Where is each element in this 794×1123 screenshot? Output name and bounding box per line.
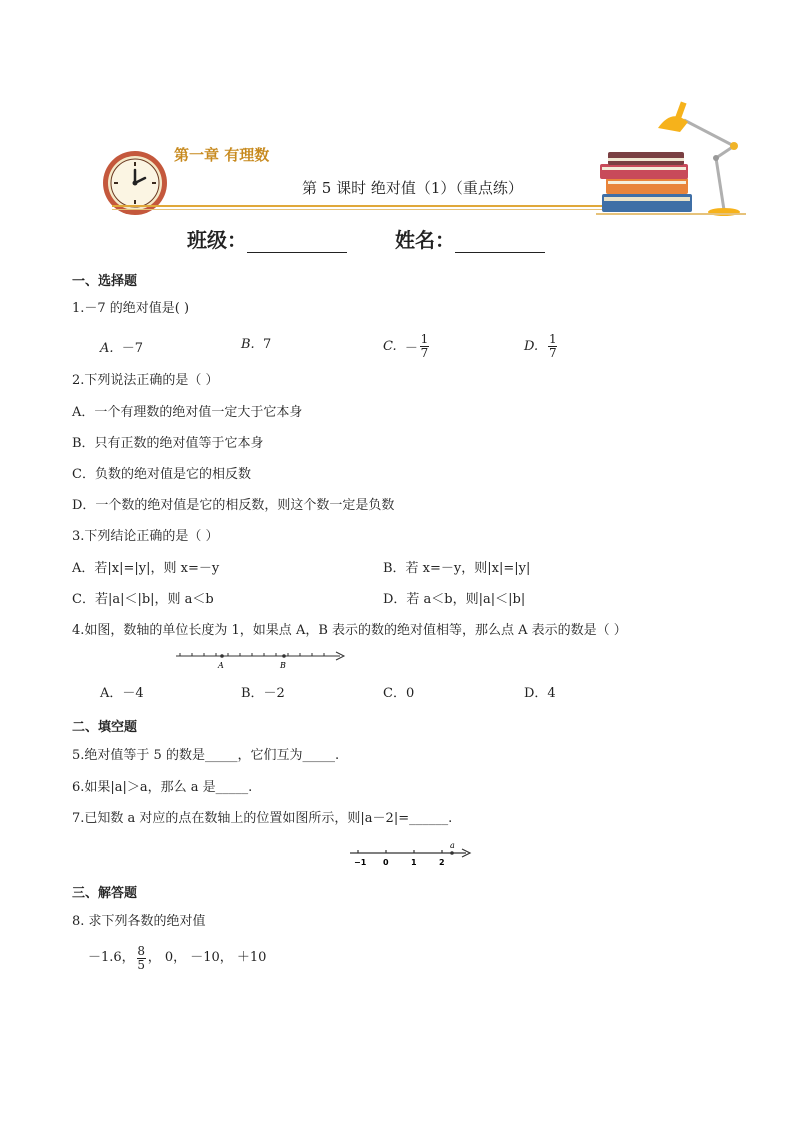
tick-label: 2: [439, 858, 445, 867]
question-8-numbers: [88, 938, 266, 978]
lesson-title: 第 5 课时 绝对值（1）（重点练）: [302, 179, 523, 197]
denominator: 5: [137, 957, 145, 972]
class-field: [187, 224, 347, 253]
numerator: 1: [549, 331, 557, 346]
fraction: [420, 333, 429, 360]
question-2-stem: 2.下列说法正确的是（ ）: [72, 373, 219, 388]
q4-option-c[interactable]: C．0: [383, 686, 415, 701]
name-field: [395, 224, 545, 253]
option-letter: C.: [383, 338, 397, 354]
class-input[interactable]: [247, 234, 347, 253]
option-value: －7: [121, 341, 144, 356]
books-lamp-icon: [596, 98, 746, 220]
q4-option-a[interactable]: A．－4: [100, 686, 144, 701]
fraction: [137, 945, 146, 972]
name-input[interactable]: [455, 234, 545, 253]
q2-option-d[interactable]: D．一个数的绝对值是它的相反数，则这个数一定是负数: [72, 498, 395, 513]
q4-option-b[interactable]: B．－2: [241, 686, 285, 701]
question-8-stem: 8. 求下列各数的绝对值: [72, 914, 206, 929]
clock-icon: [100, 148, 170, 218]
q2-option-b[interactable]: B．只有正数的绝对值等于它本身: [72, 436, 264, 451]
option-letter: A.: [100, 341, 114, 356]
section-fill-blank: 二、填空题: [72, 720, 138, 735]
numerator: 8: [137, 943, 145, 958]
name-label: 姓名：: [395, 228, 455, 252]
q3-option-d[interactable]: D．若 a＜b，则|a|＜|b|: [383, 592, 526, 607]
numerator: 1: [420, 331, 429, 346]
q2-option-c[interactable]: C．负数的绝对值是它的相反数: [72, 467, 251, 482]
option-letter: B.: [241, 337, 255, 352]
denominator: 7: [549, 345, 557, 360]
q1-option-b[interactable]: [241, 337, 271, 352]
q3-option-c[interactable]: C．若|a|＜|b|，则 a＜b: [72, 592, 214, 607]
question-7: 7.已知数 a 对应的点在数轴上的位置如图所示，则|a－2|=______.: [72, 811, 453, 826]
q3-option-b[interactable]: B．若 x=－y，则|x|=|y|: [383, 561, 531, 576]
q1-option-d[interactable]: [524, 326, 559, 366]
number-item: －1.6，: [88, 950, 135, 965]
section-multiple-choice: 一、选择题: [72, 274, 138, 289]
chapter-title: 第一章 有理数: [174, 146, 270, 164]
header-rule-thin: [112, 209, 612, 210]
question-3-stem: 3.下列结论正确的是（ ）: [72, 529, 219, 544]
denominator: 7: [420, 345, 429, 360]
question-4-stem: 4.如图，数轴的单位长度为 1，如果点 A，B 表示的数的绝对值相等，那么点 A 表示的数是（ ）: [72, 623, 627, 638]
q4-number-line: [172, 646, 348, 672]
question-1-stem: 1.－7 的绝对值是( ): [72, 301, 190, 316]
fraction: [548, 333, 557, 360]
tick-label: 0: [383, 858, 389, 867]
q1-option-a[interactable]: [100, 337, 143, 356]
option-value: 7: [262, 337, 272, 352]
point-a-label: a: [450, 841, 455, 850]
header-rule: [112, 205, 612, 207]
question-5: 5.绝对值等于 5 的数是_____，它们互为_____.: [72, 748, 340, 763]
q4-option-d[interactable]: D．4: [524, 686, 556, 701]
option-letter: D.: [524, 338, 539, 354]
tick-label: 1: [411, 858, 417, 867]
q2-option-a[interactable]: A．一个有理数的绝对值一定大于它本身: [72, 405, 303, 420]
q7-number-line: [346, 840, 472, 868]
question-6: 6.如果|a|＞a，那么 a 是_____.: [72, 780, 253, 795]
option-sign: －: [404, 340, 418, 356]
class-label: 班级：: [187, 228, 247, 252]
q3-option-a[interactable]: A．若|x|=|y|，则 x=－y: [72, 561, 220, 576]
q1-option-c[interactable]: [383, 326, 431, 366]
section-solve: 三、解答题: [72, 886, 138, 901]
tick-label: −1: [354, 858, 367, 867]
number-item: ， 0， －10， ＋10: [147, 950, 267, 965]
point-b-label: B: [280, 661, 286, 670]
point-a-label: A: [218, 661, 224, 670]
